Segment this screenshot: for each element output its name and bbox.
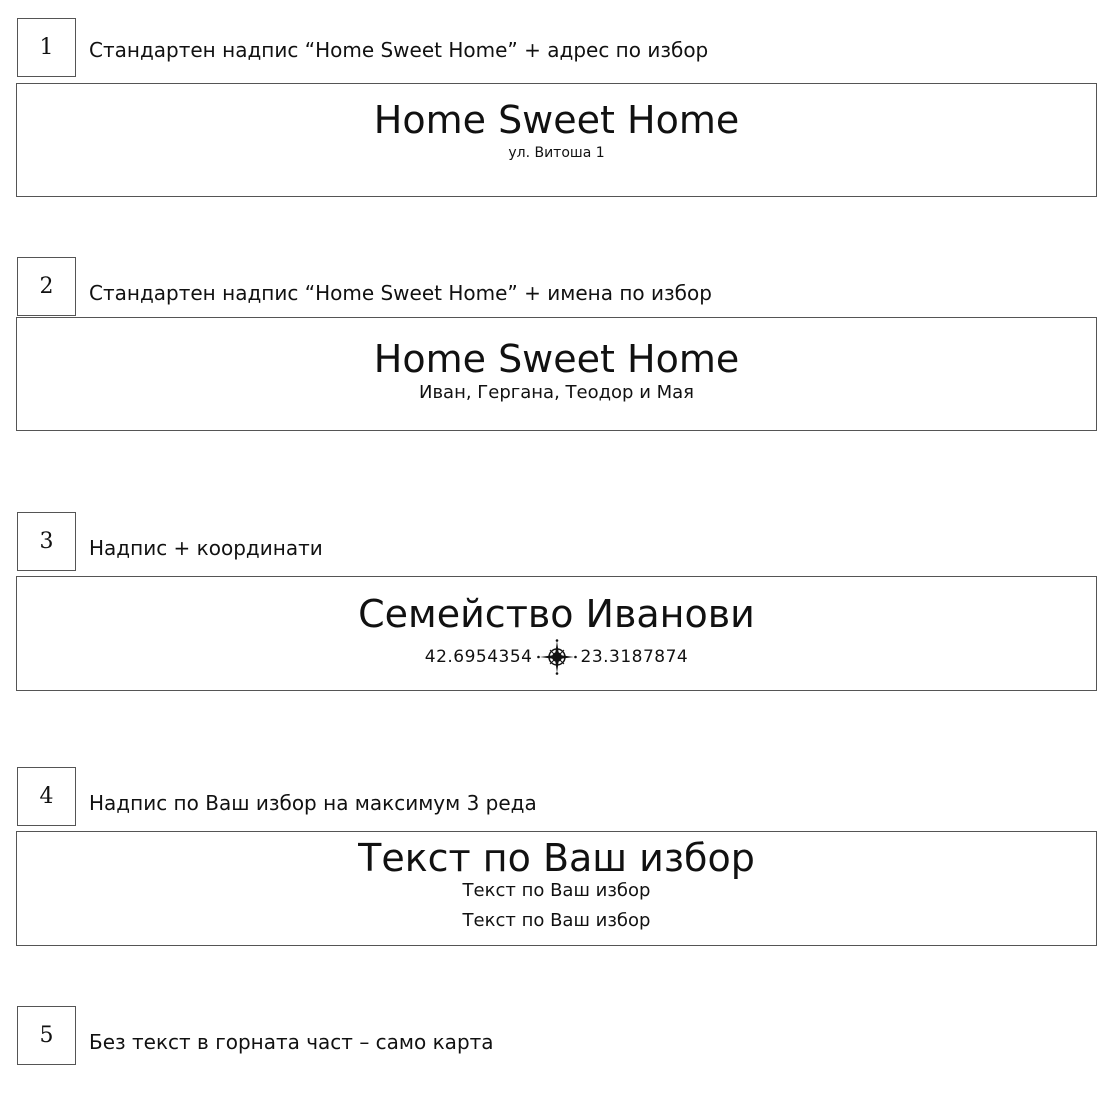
option-2-number-box [17,257,76,316]
option-number: 3 [39,529,54,554]
option-number: 5 [39,1023,54,1048]
preview-headline: Текст по Ваш избор [358,836,755,880]
preview-line-2: Текст по Ваш избор [462,880,651,901]
option-1-number-box [17,18,76,77]
preview-headline: Home Sweet Home [373,337,740,381]
preview-names: Иван, Гергана, Теодор и Мая [418,382,695,403]
option-3-number-box [17,512,76,571]
option-1-preview [16,83,1097,197]
option-3-preview [16,576,1097,691]
option-number: 1 [39,35,54,60]
option-1-caption: Стандартен надпис “Home Sweet Home” + адрес по избор [89,38,709,62]
longitude-value: 23.3187874 [580,647,689,667]
option-5-caption: Без текст в горната част – само карта [89,1030,494,1054]
option-5-number-box [17,1006,76,1065]
option-4-number-box [17,767,76,826]
option-number: 2 [39,274,54,299]
option-number: 4 [39,784,54,809]
preview-headline: Семейство Иванови [358,592,755,636]
option-2-caption: Стандартен надпис “Home Sweet Home” + имена по избор [89,281,712,305]
option-4-caption: Надпис по Ваш избор на максимум 3 реда [89,791,537,815]
option-2-preview [16,317,1097,431]
preview-address: ул. Витоша 1 [508,145,605,161]
option-3-caption: Надпис + координати [89,536,323,560]
preview-headline: Home Sweet Home [373,98,740,142]
preview-line-3: Текст по Ваш избор [462,910,651,931]
option-4-preview [16,831,1097,946]
coordinates-row [17,639,1096,675]
latitude-value: 42.6954354 [424,647,533,667]
compass-rose-icon [537,639,577,675]
